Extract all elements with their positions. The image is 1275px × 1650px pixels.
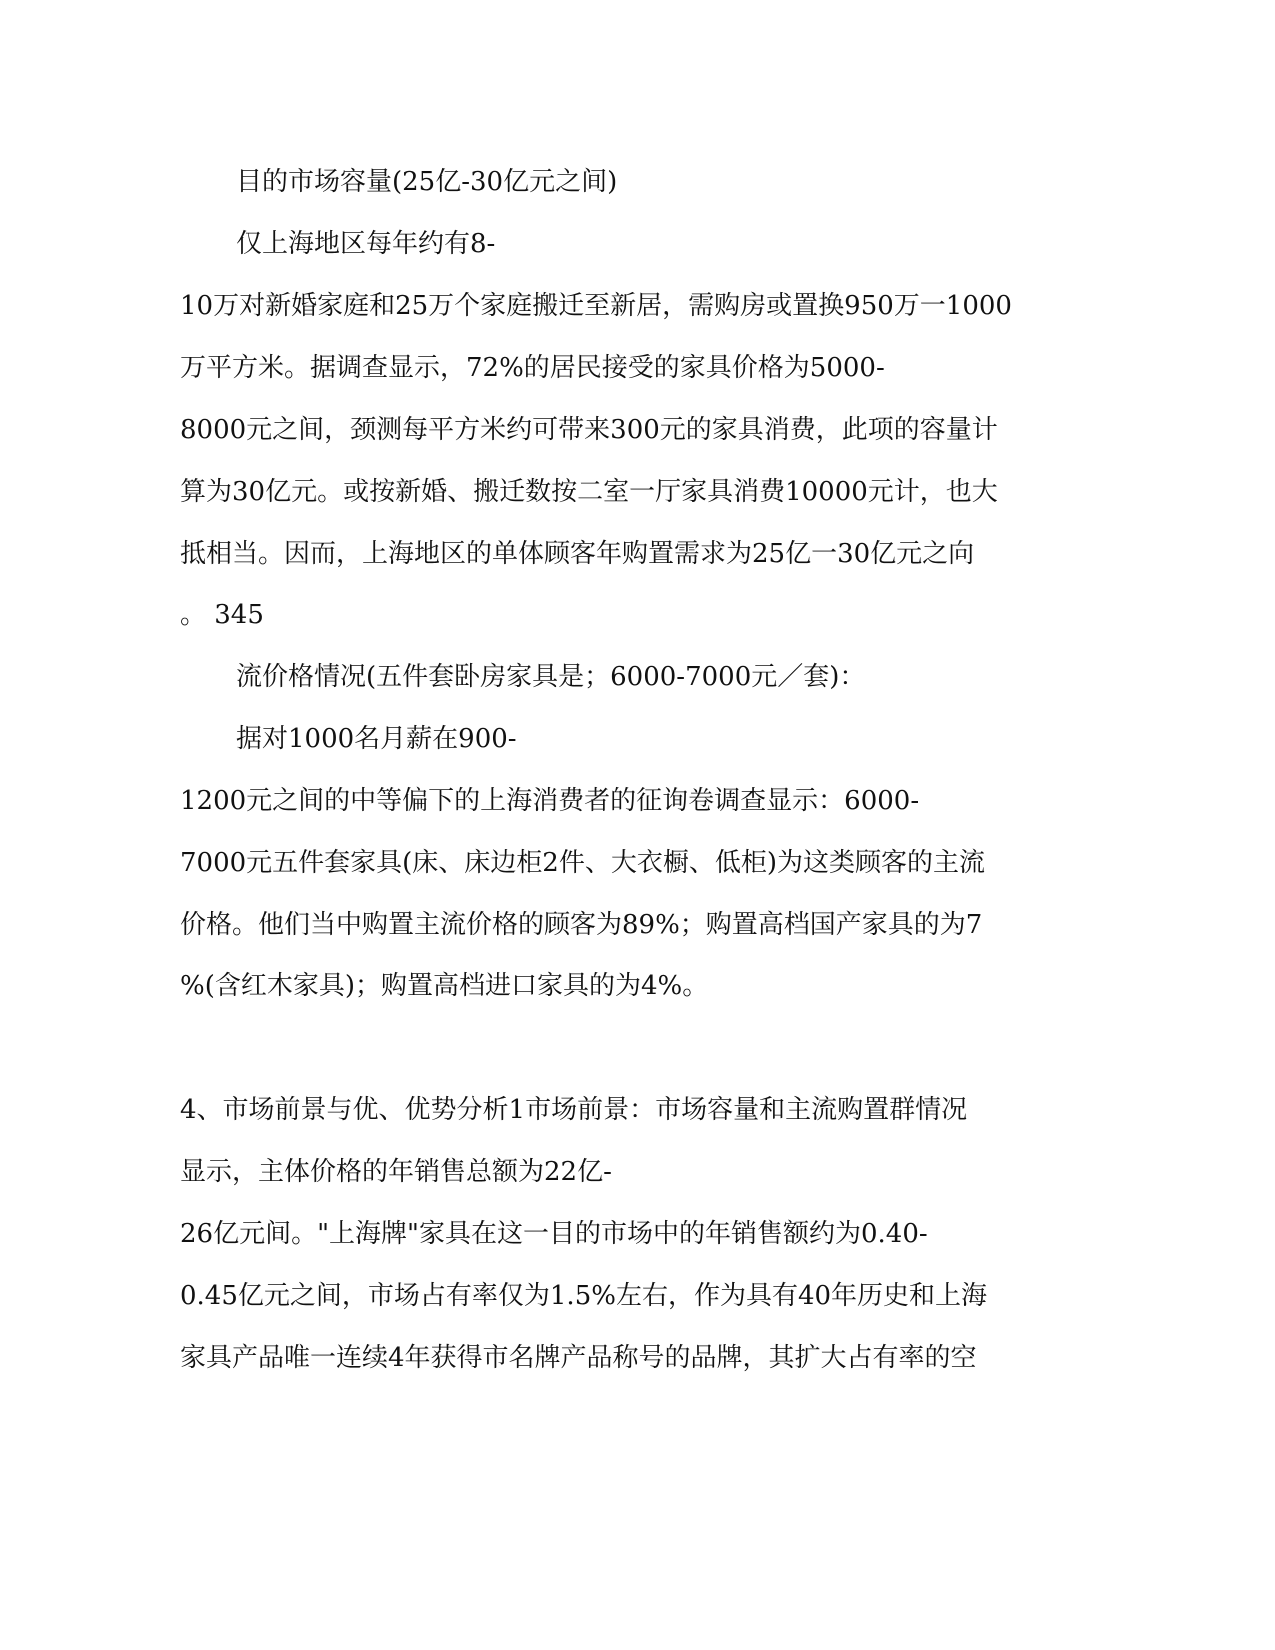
text-line: 目的市场容量(25亿-30亿元之间) xyxy=(236,167,618,197)
text-line: 8000元之间，颈测每平方米约可带来300元的家具消费，此项的容量计 xyxy=(180,415,998,445)
text-line: 1200元之间的中等偏下的上海消费者的征询卷调查显示：6000- xyxy=(180,786,920,816)
text-line: 。 345 xyxy=(180,600,264,630)
text-line: 26亿元间。"上海牌"家具在这一目的市场中的年销售额约为0.40- xyxy=(180,1219,928,1249)
text-line: 10万对新婚家庭和25万个家庭搬迁至新居，需购房或置换950万一1000 xyxy=(180,291,1012,321)
text-line: 据对1000名月薪在900- xyxy=(236,724,517,754)
text-line: 家具产品唯一连续4年获得市名牌产品称号的品牌，其扩大占有率的空 xyxy=(180,1343,977,1373)
text-line: 显示，主体价格的年销售总额为22亿- xyxy=(180,1157,612,1187)
text-line: 万平方米。据调查显示，72%的居民接受的家具价格为5000- xyxy=(180,353,885,383)
text-line: 算为30亿元。或按新婚、搬迁数按二室一厅家具消费10000元计，也大 xyxy=(180,477,998,507)
text-line: 仅上海地区每年约有8- xyxy=(236,229,496,259)
text-line: %(含红木家具)；购置高档进口家具的为4%。 xyxy=(180,971,709,1001)
text-line: 抵相当。因而，上海地区的单体顾客年购置需求为25亿一30亿元之向 xyxy=(180,539,975,569)
section-heading: 4、市场前景与优、优势分析1市场前景：市场容量和主流购置群情况 xyxy=(180,1095,968,1125)
text-line: 0.45亿元之间，市场占有率仅为1.5%左右，作为具有40年历史和上海 xyxy=(180,1281,988,1311)
text-line: 流价格情况(五件套卧房家具是；6000-7000元／套)： xyxy=(236,662,866,692)
text-line: 价格。他们当中购置主流价格的顾客为89%；购置高档国产家具的为7 xyxy=(180,910,983,940)
text-line: 7000元五件套家具(床、床边柜2件、大衣橱、低柜)为这类顾客的主流 xyxy=(180,848,985,878)
